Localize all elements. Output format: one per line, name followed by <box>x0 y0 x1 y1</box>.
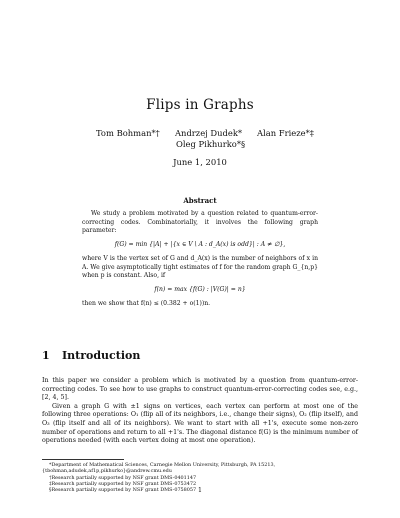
section-body <box>42 377 358 446</box>
footnote: *Department of Mathematical Sciences, Carnegie Mellon University, Pittsburgh, PA 15213, {tbohman,adudek,af1p,pikhurko}@andrew.cmu.edu <box>42 462 276 475</box>
footnote: †Research partially supported by NSF grant DMS-0401147 <box>49 474 197 481</box>
body-paragraph: Given a graph G with ±1 signs on vertices, each vertex can perform at most one of the following three operations: O₁ (flip all of its neighbors, i.e., change their signs), O₂ (flip itself), and O₃ (flip itself and all of its neighbors). We want to start with all +1's, execute some non-zero number of operations and return to all +1's. The diagonal distance f(G) is the minimum number of operations needed (with each vertex doing at most one operation). <box>42 402 358 445</box>
author-name: Andrzej Dudek* <box>175 128 243 138</box>
section-number: 1 <box>42 349 50 362</box>
abstract-paragraph: We study a problem motivated by a question related to quantum-error-correcting codes. Combinatorially, it involves the following graph parameter: <box>82 210 318 235</box>
section-heading <box>42 349 140 362</box>
footnote: ‡Research partially supported by NSF grant DMS-0753472 <box>49 480 197 487</box>
abstract-formula: f(n) = max {f(G) : |V(G)| = n} <box>154 285 246 293</box>
author-name: Alan Frieze*‡ <box>257 128 314 138</box>
abstract-paragraph: then we show that f(n) ≤ (0.382 + o(1))n. <box>82 299 211 307</box>
body-paragraph: In this paper we consider a problem which is motivated by a question from quantum-error-correcting codes. To see how to use graphs to construct quantum-error-correcting codes see, e.g., [2, 4, 5]. <box>42 377 358 402</box>
abstract-block <box>82 210 318 308</box>
author-name: Tom Bohman*† <box>96 128 160 138</box>
paper-date: June 1, 2010 <box>173 157 227 167</box>
footnote-rule <box>42 459 124 460</box>
abstract-formula: f(G) = min {|A| + |{x ∈ V \ A : d_A(x) is odd}| : A ≠ ∅}, <box>114 241 286 249</box>
author-name: Oleg Pikhurko*§ <box>176 139 246 149</box>
abstract-heading: Abstract <box>183 196 217 205</box>
section-title: Introduction <box>62 349 141 362</box>
footnote: §Research partially supported by NSF grant DMS-0758057 <box>49 487 197 494</box>
page-number: 1 <box>198 487 202 494</box>
paper-title: Flips in Graphs <box>146 97 254 113</box>
abstract-paragraph: where V is the vertex set of G and d_A(x) is the number of neighbors of x in A. We give asymptotically tight estimates of f for the random graph G_{n,p} when p is constant. Also, if <box>82 254 318 280</box>
